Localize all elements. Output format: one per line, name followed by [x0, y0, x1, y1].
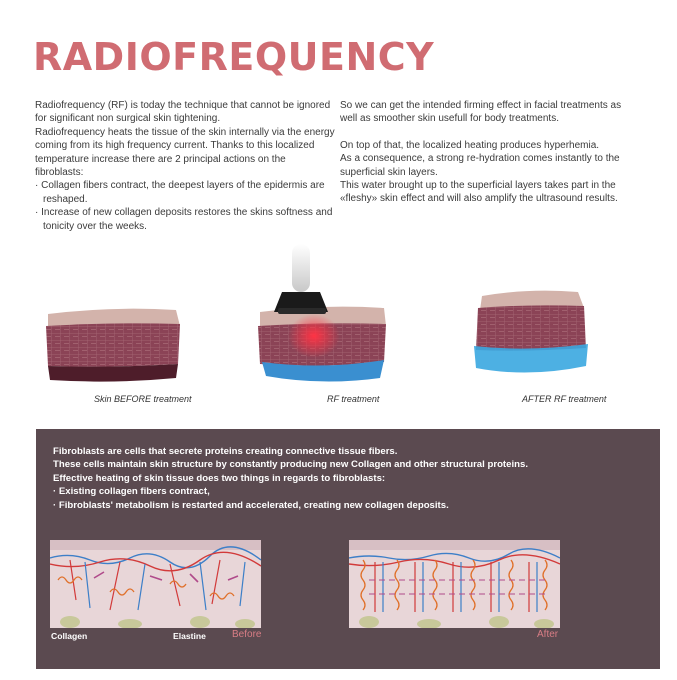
panel-line: Effective heating of skin tissue does two things in regards to fibroblasts: [53, 472, 386, 484]
tissue-before-illustration [50, 540, 261, 628]
page-title: RADIOFREQUENCY [33, 35, 435, 79]
tissue-after-illustration [349, 540, 560, 628]
panel-line: These cells maintain skin structure by constantly producing new Collagen and other structural proteins. [53, 459, 528, 471]
intro-bullet: · Increase of new collagen deposits restores the skins softness and tonicity over the weeks. [35, 207, 333, 232]
panel-bullet: · Existing collagen fibers contract, [53, 486, 210, 498]
intro-paragraph: On top of that, the localized heating produces hyperhemia. [340, 139, 600, 151]
skin-after-illustration [468, 286, 594, 386]
caption-after: AFTER RF treatment [522, 394, 607, 404]
rf-treatment-illustration [252, 240, 392, 386]
panel-bullet: · Fibroblasts' metabolism is restarted and accelerated, creating new collagen deposits. [53, 499, 449, 511]
intro-right-column [340, 99, 640, 206]
skin-before-illustration [42, 298, 184, 386]
panel-line: Fibroblasts are cells that secrete proteins creating connective tissue fibers. [53, 446, 398, 457]
caption-before: Skin BEFORE treatment [94, 394, 192, 404]
label-elastine: Elastine [173, 631, 206, 641]
fibroblast-panel [36, 429, 660, 669]
label-collagen: Collagen [51, 631, 88, 641]
intro-left-column [35, 99, 335, 233]
intro-paragraph: Radiofrequency heats the tissue of the skin internally via the energy coming from its high frequency current. Thanks to this localized temperature increase there are 2 principal actions on the fibroblasts: [35, 126, 335, 179]
label-after: After [537, 629, 559, 640]
intro-paragraph: This water brought up to the superficial layers takes part in the «fleshy» skin effect and will also amplify the ultrasound results. [340, 180, 618, 205]
label-before: Before [232, 629, 262, 640]
intro-paragraph: So we can get the intended firming effect in facial treatments as well as smoother skin usefull for body treatments. [340, 100, 622, 125]
intro-paragraph: As a consequence, a strong re-hydration comes instantly to the superficial skin layers. [340, 153, 620, 178]
caption-rf: RF treatment [327, 394, 380, 404]
panel-text [53, 445, 613, 512]
intro-bullet: · Collagen fibers contract, the deepest layers of the epidermis are reshaped. [35, 180, 325, 205]
intro-paragraph: Radiofrequency (RF) is today the technique that cannot be ignored for significant non surgical skin tightening. [35, 100, 331, 125]
